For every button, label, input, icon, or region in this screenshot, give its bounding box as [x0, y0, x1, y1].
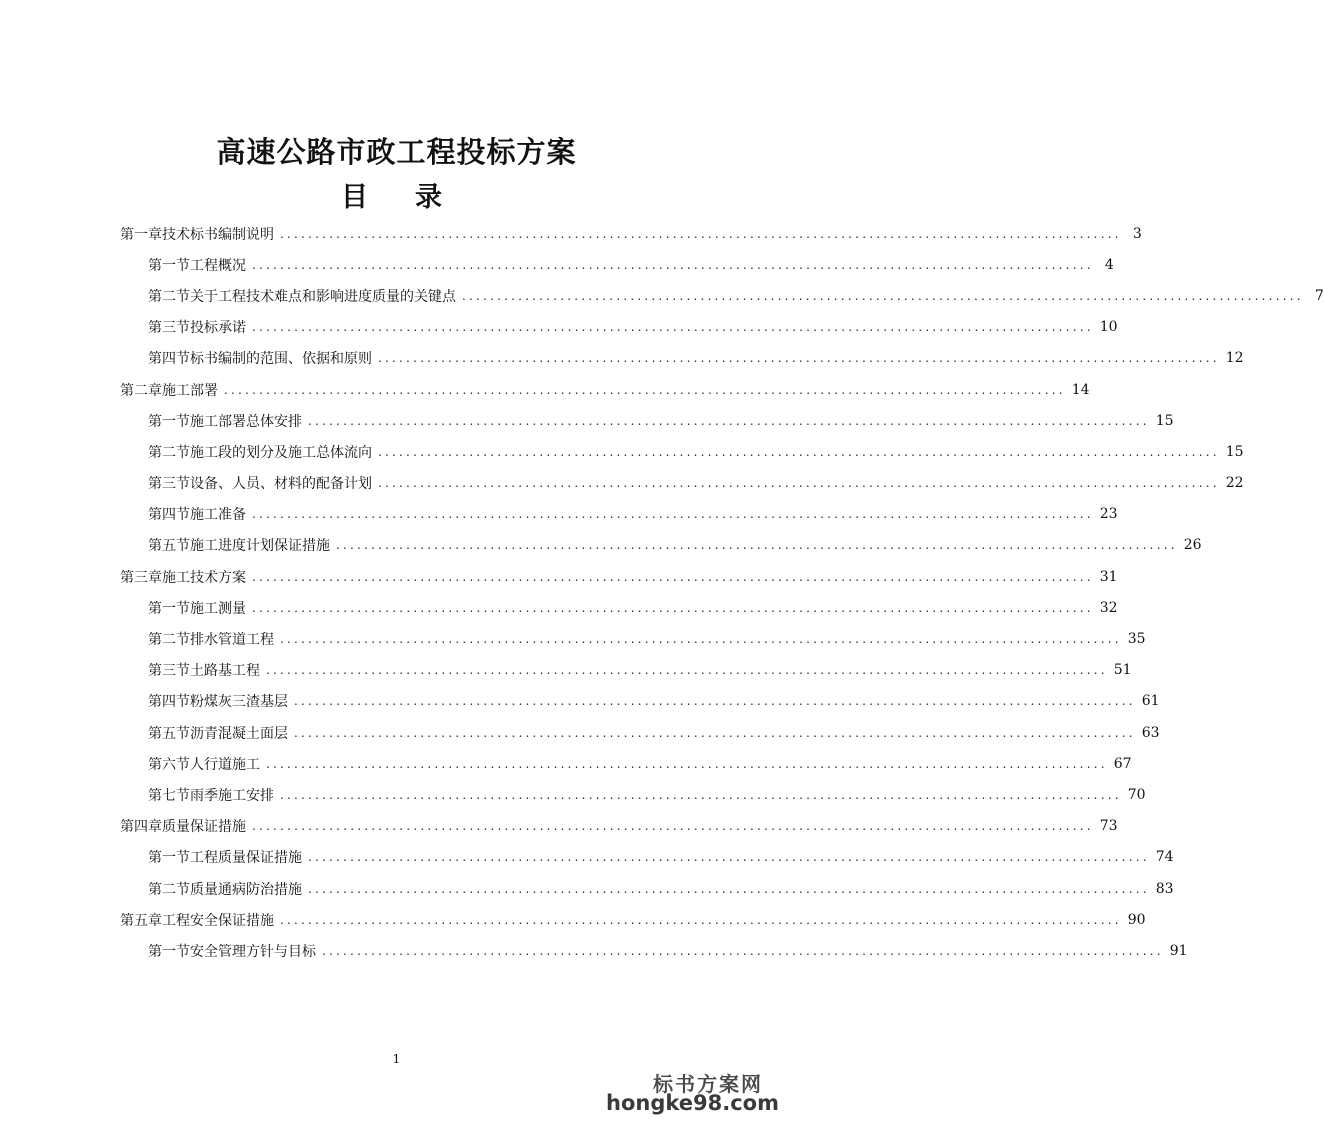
toc-entry-page: 3 — [1132, 225, 1142, 242]
toc-section-row[interactable] — [0, 842, 1174, 873]
toc-entry-title: 技术标书编制说明 — [162, 226, 274, 243]
toc-entry-page: 73 — [1099, 818, 1118, 835]
toc-entry-page: 70 — [1127, 786, 1146, 803]
toc-entry-page: 23 — [1099, 506, 1118, 523]
toc-dot-leader: ........................................................................................................................ — [280, 912, 1122, 927]
toc-dot-leader: ........................................................................................................................ — [336, 538, 1178, 553]
toc-section-row[interactable] — [0, 312, 1118, 343]
toc-dot-leader: ........................................................................................................................ — [378, 444, 1220, 459]
toc-entry-title: 施工段的划分及施工总体流向 — [190, 444, 372, 461]
toc-dot-leader: ........................................................................................................................ — [462, 288, 1304, 303]
toc-entry-label: 第五节 — [148, 725, 190, 742]
toc-chapter-row[interactable] — [0, 374, 1090, 405]
toc-entry-label: 第二节 — [148, 881, 190, 898]
toc-section-row[interactable] — [0, 468, 1244, 499]
toc-chapter-row[interactable] — [0, 811, 1118, 842]
toc-section-row[interactable] — [0, 530, 1202, 561]
toc-dot-leader: ........................................................................................................................ — [252, 257, 1094, 272]
toc-section-row[interactable] — [0, 873, 1174, 904]
toc-dot-leader: ........................................................................................................................ — [252, 507, 1094, 522]
toc-dot-leader: ........................................................................................................................ — [378, 351, 1220, 366]
toc-entry-title: 雨季施工安排 — [190, 787, 274, 804]
toc-heading: 目 录 — [341, 182, 452, 213]
toc-entry-page: 22 — [1225, 475, 1244, 492]
toc-entry-page: 14 — [1071, 381, 1090, 398]
toc-entry-label: 第二节 — [148, 632, 190, 649]
toc-entry-label: 第一节 — [148, 600, 190, 617]
toc-dot-leader: ........................................................................................................................ — [280, 787, 1122, 802]
toc-dot-leader: ........................................................................................................................ — [322, 943, 1164, 958]
toc-section-row[interactable] — [0, 623, 1146, 654]
toc-entry-title: 沥青混凝土面层 — [190, 725, 288, 742]
watermark-brand: 标书方案网 — [653, 1072, 763, 1096]
toc-section-row[interactable] — [0, 592, 1118, 623]
toc-section-row[interactable] — [0, 436, 1244, 467]
toc-dot-leader: ........................................................................................................................ — [252, 320, 1094, 335]
table-of-contents — [0, 218, 1324, 967]
toc-entry-page: 91 — [1169, 942, 1188, 959]
toc-entry-title: 施工部署 — [162, 382, 218, 399]
toc-entry-page: 26 — [1183, 537, 1202, 554]
toc-entry-title: 设备、人员、材料的配备计划 — [190, 476, 372, 493]
toc-entry-title: 施工准备 — [190, 507, 246, 524]
toc-entry-title: 施工进度计划保证措施 — [190, 538, 330, 555]
toc-dot-leader: ........................................................................................................................ — [308, 881, 1150, 896]
toc-entry-page: 32 — [1099, 599, 1118, 616]
toc-section-row[interactable] — [0, 343, 1244, 374]
toc-entry-label: 第一章 — [120, 226, 162, 243]
toc-entry-label: 第五节 — [148, 538, 190, 555]
toc-dot-leader: ........................................................................................................................ — [280, 632, 1122, 647]
toc-dot-leader: ........................................................................................................................ — [294, 694, 1136, 709]
toc-entry-label: 第二节 — [148, 444, 190, 461]
toc-entry-label: 第四节 — [148, 507, 190, 524]
toc-entry-label: 第三节 — [148, 663, 190, 680]
toc-entry-label: 第四节 — [148, 694, 190, 711]
toc-section-row[interactable] — [0, 280, 1324, 311]
toc-entry-label: 第六节 — [148, 756, 190, 773]
toc-section-row[interactable] — [0, 935, 1188, 966]
toc-entry-page: 67 — [1113, 755, 1132, 772]
toc-section-row[interactable] — [0, 499, 1118, 530]
toc-entry-title: 施工技术方案 — [162, 569, 246, 586]
toc-entry-label: 第一节 — [148, 943, 190, 960]
toc-dot-leader: ........................................................................................................................ — [252, 569, 1094, 584]
toc-entry-label: 第四节 — [148, 351, 190, 368]
toc-entry-title: 工程概况 — [190, 257, 246, 274]
toc-entry-page: 61 — [1141, 693, 1160, 710]
toc-section-row[interactable] — [0, 779, 1146, 810]
toc-entry-label: 第一节 — [148, 413, 190, 430]
toc-entry-title: 标书编制的范围、依据和原则 — [190, 351, 372, 368]
toc-section-row[interactable] — [0, 686, 1160, 717]
toc-entry-label: 第一节 — [148, 257, 190, 274]
toc-entry-page: 15 — [1155, 412, 1174, 429]
toc-entry-title: 工程安全保证措施 — [162, 912, 274, 929]
toc-entry-title: 排水管道工程 — [190, 632, 274, 649]
toc-entry-label: 第三节 — [148, 476, 190, 493]
toc-entry-title: 粉煤灰三渣基层 — [190, 694, 288, 711]
toc-entry-title: 投标承诺 — [190, 320, 246, 337]
toc-entry-page: 12 — [1225, 350, 1244, 367]
toc-dot-leader: ........................................................................................................................ — [252, 819, 1094, 834]
toc-dot-leader: ........................................................................................................................ — [308, 850, 1150, 865]
toc-dot-leader: ........................................................................................................................ — [378, 476, 1220, 491]
toc-entry-page: 35 — [1127, 631, 1146, 648]
watermark-url: hongke98.com — [606, 1091, 779, 1115]
toc-entry-label: 第四章 — [120, 819, 162, 836]
toc-entry-title: 安全管理方针与目标 — [190, 943, 316, 960]
toc-section-row[interactable] — [0, 249, 1114, 280]
toc-entry-page: 74 — [1155, 849, 1174, 866]
toc-entry-title: 工程质量保证措施 — [190, 850, 302, 867]
toc-entry-page: 90 — [1127, 911, 1146, 928]
toc-entry-title: 质量通病防治措施 — [190, 881, 302, 898]
toc-entry-label: 第三章 — [120, 569, 162, 586]
toc-entry-page: 31 — [1099, 568, 1118, 585]
toc-entry-title: 人行道施工 — [190, 756, 260, 773]
toc-dot-leader: ........................................................................................................................ — [224, 382, 1066, 397]
toc-entry-label: 第三节 — [148, 320, 190, 337]
toc-chapter-row[interactable] — [0, 561, 1118, 592]
toc-dot-leader: ........................................................................................................................ — [266, 756, 1108, 771]
toc-dot-leader: ........................................................................................................................ — [280, 226, 1122, 241]
toc-section-row[interactable] — [0, 655, 1132, 686]
toc-entry-title: 关于工程技术难点和影响进度质量的关键点 — [190, 288, 456, 305]
toc-entry-label: 第七节 — [148, 787, 190, 804]
document-title: 高速公路市政工程投标方案 — [216, 135, 577, 169]
toc-dot-leader: ........................................................................................................................ — [266, 663, 1108, 678]
toc-section-row[interactable] — [0, 748, 1132, 779]
toc-entry-title: 施工部署总体安排 — [190, 413, 302, 430]
toc-entry-label: 第二章 — [120, 382, 162, 399]
toc-entry-page: 15 — [1225, 443, 1244, 460]
toc-entry-label: 第二节 — [148, 288, 190, 305]
toc-entry-title: 土路基工程 — [190, 663, 260, 680]
toc-dot-leader: ........................................................................................................................ — [294, 725, 1136, 740]
toc-entry-page: 83 — [1155, 880, 1174, 897]
toc-entry-page: 51 — [1113, 662, 1132, 679]
toc-chapter-row[interactable] — [0, 904, 1146, 935]
toc-chapter-row[interactable] — [0, 218, 1142, 249]
toc-section-row[interactable] — [0, 717, 1160, 748]
toc-entry-page: 7 — [1314, 287, 1324, 304]
toc-dot-leader: ........................................................................................................................ — [252, 600, 1094, 615]
toc-entry-page: 63 — [1141, 724, 1160, 741]
toc-entry-page: 4 — [1104, 256, 1114, 273]
toc-section-row[interactable] — [0, 405, 1174, 436]
toc-entry-label: 第五章 — [120, 912, 162, 929]
toc-dot-leader: ........................................................................................................................ — [308, 413, 1150, 428]
page-number: 1 — [392, 1052, 401, 1066]
toc-entry-title: 质量保证措施 — [162, 819, 246, 836]
toc-entry-title: 施工测量 — [190, 600, 246, 617]
toc-entry-label: 第一节 — [148, 850, 190, 867]
toc-entry-page: 10 — [1099, 319, 1118, 336]
